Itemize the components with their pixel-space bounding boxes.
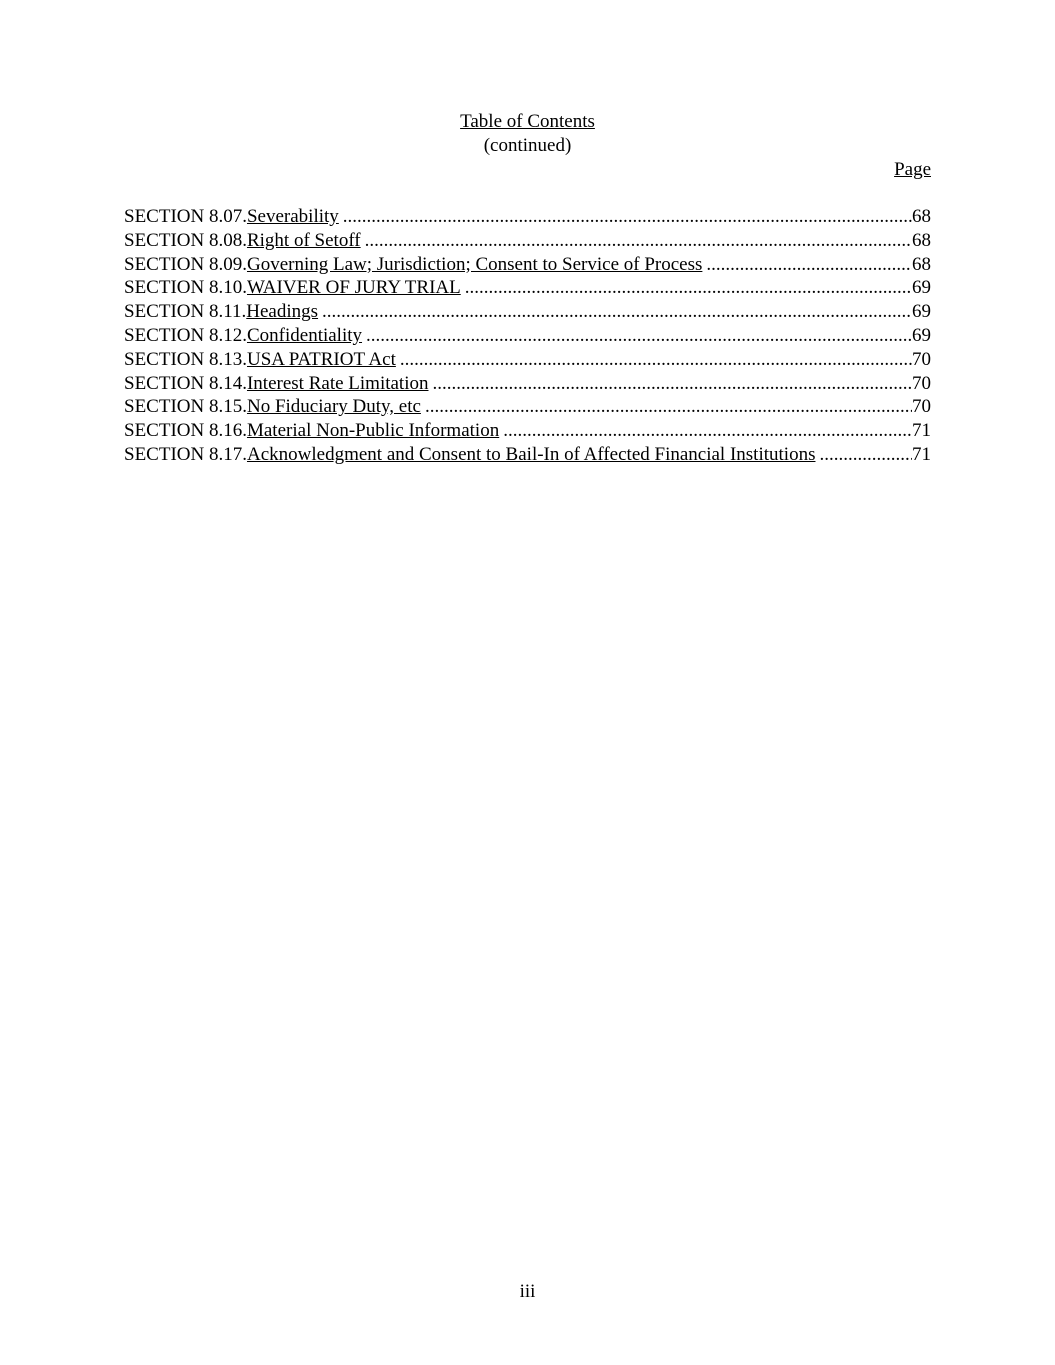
toc-entry-8-08[interactable]: [124, 229, 931, 253]
section-number: SECTION 8.16.: [124, 420, 247, 442]
page-footer: [0, 1280, 1055, 1304]
section-title-link[interactable]: Acknowledgment and Consent to Bail-In of Affected Financial Institutions: [246, 443, 816, 465]
section-page-number: 70: [912, 372, 931, 394]
section-number: SECTION 8.10.: [124, 277, 247, 299]
section-title-link[interactable]: Material Non-Public Information: [246, 420, 500, 442]
section-number: SECTION 8.17.: [124, 443, 247, 465]
section-page-number: 69: [912, 277, 931, 299]
dot-leader: [421, 395, 912, 419]
dot-leader: [396, 348, 912, 372]
section-number: SECTION 8.09.: [124, 253, 247, 275]
section-page-number: 68: [912, 206, 931, 227]
footer-page-number: iii: [519, 1281, 536, 1302]
section-title-link[interactable]: WAIVER OF JURY TRIAL: [246, 277, 461, 299]
section-title-link[interactable]: USA PATRIOT Act: [246, 348, 396, 370]
section-page-number: 70: [912, 348, 931, 370]
toc-entry-8-15[interactable]: [124, 395, 931, 419]
toc-entry-8-07[interactable]: [124, 205, 931, 229]
section-number: SECTION 8.13.: [124, 348, 247, 370]
toc-header: [0, 110, 1055, 158]
section-title-link[interactable]: Governing Law; Jurisdiction; Consent to Service of Process: [246, 253, 703, 275]
section-page-number: 70: [912, 396, 931, 418]
section-title-link[interactable]: Headings: [246, 301, 319, 323]
section-page-number: 71: [912, 443, 931, 465]
dot-leader: [361, 229, 912, 253]
dot-leader: [339, 205, 912, 229]
toc-entry-8-16[interactable]: [124, 419, 931, 443]
dot-leader: [362, 324, 912, 348]
dot-leader: [461, 276, 912, 300]
toc-entry-8-12[interactable]: [124, 324, 931, 348]
section-number: SECTION 8.15.: [124, 396, 247, 418]
dot-leader: [429, 372, 913, 396]
toc-entry-8-11[interactable]: [124, 300, 931, 324]
section-title-link[interactable]: Severability: [246, 206, 339, 227]
section-number: SECTION 8.07.: [124, 206, 247, 227]
section-title-link[interactable]: Right of Setoff: [246, 229, 361, 251]
toc-entry-8-14[interactable]: [124, 372, 931, 396]
section-number: SECTION 8.11.: [124, 301, 247, 323]
section-number: SECTION 8.14.: [124, 372, 247, 394]
dot-leader: [499, 419, 912, 443]
page-column-header: [124, 158, 931, 182]
toc-entry-8-10[interactable]: [124, 276, 931, 300]
toc-subtitle: (continued): [483, 135, 572, 156]
section-page-number: 68: [912, 229, 931, 251]
toc-entry-8-17[interactable]: [124, 443, 931, 467]
dot-leader: [318, 300, 912, 324]
section-title-link[interactable]: Confidentiality: [246, 324, 363, 346]
page-column-label: Page: [894, 159, 931, 180]
section-title-link[interactable]: Interest Rate Limitation: [246, 372, 429, 394]
dot-leader: [702, 253, 912, 277]
section-page-number: 71: [912, 420, 931, 442]
section-number: SECTION 8.08.: [124, 229, 247, 251]
section-title-link[interactable]: No Fiduciary Duty, etc: [246, 396, 421, 418]
toc-entry-8-09[interactable]: [124, 253, 931, 277]
dot-leader: [815, 443, 912, 467]
section-page-number: 68: [912, 253, 931, 275]
toc-entry-8-13[interactable]: [124, 348, 931, 372]
section-page-number: 69: [912, 301, 931, 323]
toc-title: Table of Contents: [460, 111, 595, 132]
section-page-number: 69: [912, 324, 931, 346]
toc-list: [124, 205, 931, 467]
section-number: SECTION 8.12.: [124, 324, 247, 346]
